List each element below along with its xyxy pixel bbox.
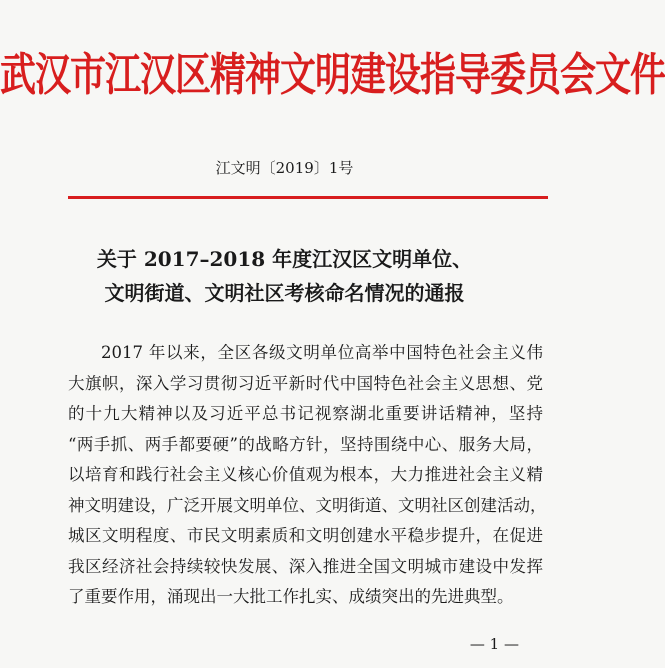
body-line: 2017 年以来，全区各级文明单位高举中国特色社会主义伟: [101, 343, 543, 362]
notice-title-line-2: 文明街道、文明社区考核命名情况的通报: [104, 281, 465, 305]
body-line: 神文明建设，广泛开展文明单位、文明街道、文明社区创建活动，: [68, 495, 547, 515]
red-divider-line: [68, 196, 548, 199]
notice-title: [0, 242, 569, 310]
body-line: “两手抓、两手都要硬”的战略方针，坚持围绕中心、服务大局，: [68, 434, 543, 454]
body-paragraph: [68, 338, 547, 613]
body-line: 我区经济社会持续较快发展、深入推进全国文明城市建设中发挥: [68, 556, 543, 576]
issuing-organization-header: 武汉市江汉区精神文明建设指导委员会文件: [0, 50, 665, 102]
page-number: — 1 —: [469, 635, 519, 653]
notice-title-line-1: 关于 2017–2018 年度江汉区文明单位、: [96, 247, 473, 271]
body-line: 以培育和践行社会主义核心价值观为根本，大力推进社会主义精: [68, 465, 543, 484]
body-line: 大旗帜，深入学习贯彻习近平新时代中国特色社会主义思想、党: [68, 373, 543, 393]
document-number: 江文明〔2019〕1号: [215, 159, 354, 177]
body-line: 的十九大精神以及习近平总书记视察湖北重要讲话精神，坚持: [68, 404, 543, 423]
body-line: 城区文明程度、市民文明素质和文明创建水平稳步提升，在促进: [68, 526, 543, 545]
body-line: 了重要作用，涌现出一大批工作扎实、成绩突出的先进典型。: [68, 587, 514, 606]
